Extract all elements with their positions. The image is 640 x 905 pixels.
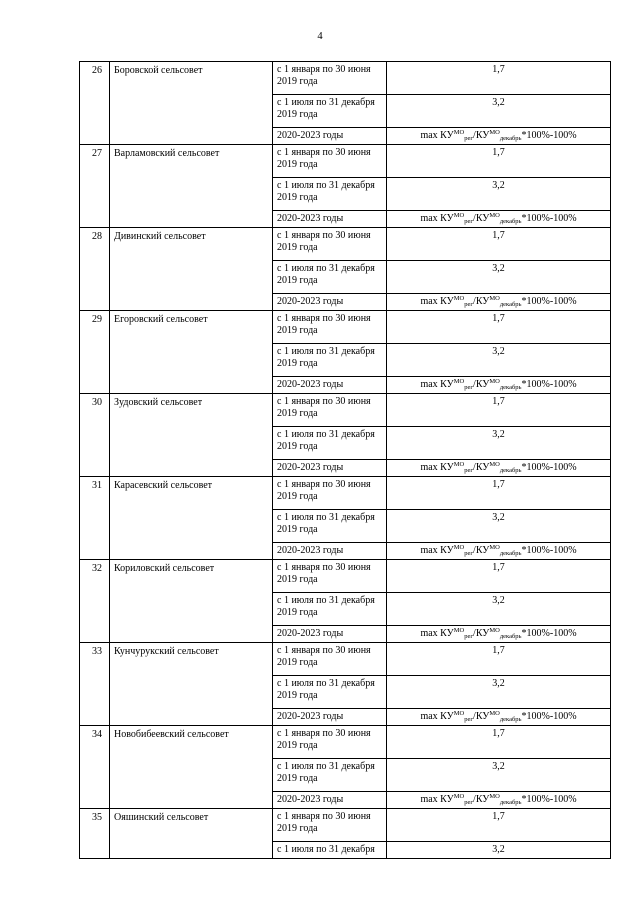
period-cell: 2020-2023 годы <box>273 294 387 311</box>
period-cell: с 1 июля по 31 декабря 2019 года <box>273 676 387 709</box>
formula-sup: МО <box>489 544 500 551</box>
period-cell: с 1 января по 30 июня 2019 года <box>273 560 387 593</box>
period-cell: 2020-2023 годы <box>273 709 387 726</box>
coefficient-value: 3,2 <box>387 261 611 294</box>
formula-suffix: *100%-100% <box>521 296 577 307</box>
coefficient-formula <box>387 709 611 726</box>
formula-sub: декабрь <box>499 633 522 640</box>
coefficient-value: 1,7 <box>387 62 611 95</box>
formula-prefix: max КУ <box>420 711 454 722</box>
row-number: 30 <box>80 394 110 477</box>
formula-slash: /КУ <box>473 379 490 390</box>
formula-prefix: max КУ <box>420 545 454 556</box>
period-cell: с 1 января по 30 июня 2019 года <box>273 726 387 759</box>
coefficient-value: 1,7 <box>387 311 611 344</box>
formula-slash: /КУ <box>473 628 490 639</box>
period-cell: с 1 января по 30 июня 2019 года <box>273 809 387 842</box>
table-row <box>80 726 611 759</box>
period-cell: с 1 июля по 31 декабря <box>273 842 387 859</box>
row-number: 31 <box>80 477 110 560</box>
formula-sup: МО <box>453 793 465 800</box>
table-row <box>80 560 611 593</box>
formula-prefix: max КУ <box>420 628 454 639</box>
municipality-name: Боровской сельсовет <box>110 62 273 145</box>
formula-slash: /КУ <box>473 794 490 805</box>
formula-sub: рег <box>464 467 474 474</box>
period-cell: с 1 июля по 31 декабря 2019 года <box>273 759 387 792</box>
coefficient-value: 1,7 <box>387 809 611 842</box>
coefficient-formula <box>387 377 611 394</box>
row-number: 26 <box>80 62 110 145</box>
coefficient-formula <box>387 792 611 809</box>
formula-sup: МО <box>453 627 465 634</box>
formula-sub: рег <box>464 799 474 806</box>
formula-sup: МО <box>453 378 465 385</box>
coefficient-value: 1,7 <box>387 394 611 427</box>
coefficient-formula <box>387 128 611 145</box>
row-number: 34 <box>80 726 110 809</box>
table-row <box>80 311 611 344</box>
formula-sub: декабрь <box>499 218 522 225</box>
formula-sup: МО <box>489 378 500 385</box>
table-row <box>80 477 611 510</box>
page-number: 4 <box>317 31 323 42</box>
coefficient-value: 3,2 <box>387 676 611 709</box>
table-row <box>80 62 611 95</box>
period-cell: с 1 июля по 31 декабря 2019 года <box>273 178 387 211</box>
formula-sub: рег <box>464 716 474 723</box>
table-row <box>80 394 611 427</box>
coefficient-formula <box>387 543 611 560</box>
municipality-name: Егоровский сельсовет <box>110 311 273 394</box>
formula-sup: МО <box>453 544 465 551</box>
formula-sup: МО <box>453 710 465 717</box>
table-row <box>80 145 611 178</box>
period-cell: 2020-2023 годы <box>273 626 387 643</box>
formula-prefix: max КУ <box>420 130 454 141</box>
coefficient-value: 3,2 <box>387 510 611 543</box>
period-cell: с 1 января по 30 июня 2019 года <box>273 228 387 261</box>
formula-sub: декабрь <box>499 550 522 557</box>
formula-sup: МО <box>489 212 500 219</box>
formula-sub: декабрь <box>499 799 522 806</box>
formula-prefix: max КУ <box>420 213 454 224</box>
formula-sup: МО <box>453 295 465 302</box>
coefficient-value: 1,7 <box>387 726 611 759</box>
formula-suffix: *100%-100% <box>521 628 577 639</box>
coefficient-value: 3,2 <box>387 759 611 792</box>
coefficient-value: 1,7 <box>387 145 611 178</box>
coefficient-formula <box>387 211 611 228</box>
period-cell: 2020-2023 годы <box>273 792 387 809</box>
coefficient-formula <box>387 626 611 643</box>
formula-sub: декабрь <box>499 716 522 723</box>
formula-suffix: *100%-100% <box>521 462 577 473</box>
table-body <box>80 62 611 859</box>
coefficient-value: 3,2 <box>387 593 611 626</box>
formula-sup: МО <box>489 627 500 634</box>
row-number: 29 <box>80 311 110 394</box>
formula-sup: МО <box>453 461 465 468</box>
row-number: 33 <box>80 643 110 726</box>
formula-sup: МО <box>489 461 500 468</box>
municipality-name: Дивинский сельсовет <box>110 228 273 311</box>
formula-slash: /КУ <box>473 545 490 556</box>
row-number: 32 <box>80 560 110 643</box>
formula-sub: рег <box>464 135 474 142</box>
municipality-name: Варламовский сельсовет <box>110 145 273 228</box>
formula-sub: декабрь <box>499 135 522 142</box>
period-cell: 2020-2023 годы <box>273 543 387 560</box>
period-cell: с 1 июля по 31 декабря 2019 года <box>273 95 387 128</box>
formula-slash: /КУ <box>473 711 490 722</box>
formula-sub: рег <box>464 218 474 225</box>
coefficient-value: 1,7 <box>387 643 611 676</box>
formula-sub: рег <box>464 384 474 391</box>
period-cell: с 1 января по 30 июня 2019 года <box>273 394 387 427</box>
formula-slash: /КУ <box>473 213 490 224</box>
formula-prefix: max КУ <box>420 379 454 390</box>
coefficient-value: 3,2 <box>387 427 611 460</box>
coefficient-value: 1,7 <box>387 477 611 510</box>
period-cell: 2020-2023 годы <box>273 460 387 477</box>
period-cell: с 1 июля по 31 декабря 2019 года <box>273 261 387 294</box>
formula-sup: МО <box>489 295 500 302</box>
formula-sub: рег <box>464 301 474 308</box>
formula-prefix: max КУ <box>420 462 454 473</box>
municipality-name: Кунчурукский сельсовет <box>110 643 273 726</box>
formula-prefix: max КУ <box>420 296 454 307</box>
coefficient-value: 1,7 <box>387 560 611 593</box>
formula-sup: МО <box>453 212 465 219</box>
formula-prefix: max КУ <box>420 794 454 805</box>
formula-suffix: *100%-100% <box>521 794 577 805</box>
period-cell: 2020-2023 годы <box>273 377 387 394</box>
formula-slash: /КУ <box>473 296 490 307</box>
row-number: 28 <box>80 228 110 311</box>
table-row <box>80 809 611 842</box>
coefficient-formula <box>387 294 611 311</box>
municipality-name: Зудовский сельсовет <box>110 394 273 477</box>
municipality-name: Кориловский сельсовет <box>110 560 273 643</box>
formula-sub: декабрь <box>499 467 522 474</box>
formula-sup: МО <box>453 129 465 136</box>
period-cell: с 1 января по 30 июня 2019 года <box>273 643 387 676</box>
coefficient-value: 1,7 <box>387 228 611 261</box>
municipality-name: Карасевский сельсовет <box>110 477 273 560</box>
formula-sub: декабрь <box>499 301 522 308</box>
municipality-name: Новобибеевский сельсовет <box>110 726 273 809</box>
coefficient-formula <box>387 460 611 477</box>
formula-sub: декабрь <box>499 384 522 391</box>
formula-suffix: *100%-100% <box>521 213 577 224</box>
formula-slash: /КУ <box>473 130 490 141</box>
formula-sup: МО <box>489 129 500 136</box>
formula-sup: МО <box>489 710 500 717</box>
table-row <box>80 643 611 676</box>
row-number: 35 <box>80 809 110 859</box>
period-cell: с 1 января по 30 июня 2019 года <box>273 62 387 95</box>
tariff-table <box>79 61 611 859</box>
period-cell: с 1 июля по 31 декабря 2019 года <box>273 427 387 460</box>
formula-suffix: *100%-100% <box>521 379 577 390</box>
period-cell: с 1 января по 30 июня 2019 года <box>273 477 387 510</box>
period-cell: с 1 июля по 31 декабря 2019 года <box>273 344 387 377</box>
coefficient-value: 3,2 <box>387 344 611 377</box>
table-row <box>80 228 611 261</box>
formula-suffix: *100%-100% <box>521 711 577 722</box>
coefficient-value: 3,2 <box>387 95 611 128</box>
period-cell: с 1 июля по 31 декабря 2019 года <box>273 510 387 543</box>
row-number: 27 <box>80 145 110 228</box>
formula-suffix: *100%-100% <box>521 130 577 141</box>
formula-sub: рег <box>464 633 474 640</box>
period-cell: с 1 января по 30 июня 2019 года <box>273 311 387 344</box>
coefficient-value: 3,2 <box>387 178 611 211</box>
formula-sup: МО <box>489 793 500 800</box>
period-cell: 2020-2023 годы <box>273 211 387 228</box>
formula-sub: рег <box>464 550 474 557</box>
period-cell: с 1 января по 30 июня 2019 года <box>273 145 387 178</box>
formula-slash: /КУ <box>473 462 490 473</box>
period-cell: 2020-2023 годы <box>273 128 387 145</box>
municipality-name: Ояшинский сельсовет <box>110 809 273 859</box>
period-cell: с 1 июля по 31 декабря 2019 года <box>273 593 387 626</box>
coefficient-value: 3,2 <box>387 842 611 859</box>
formula-suffix: *100%-100% <box>521 545 577 556</box>
